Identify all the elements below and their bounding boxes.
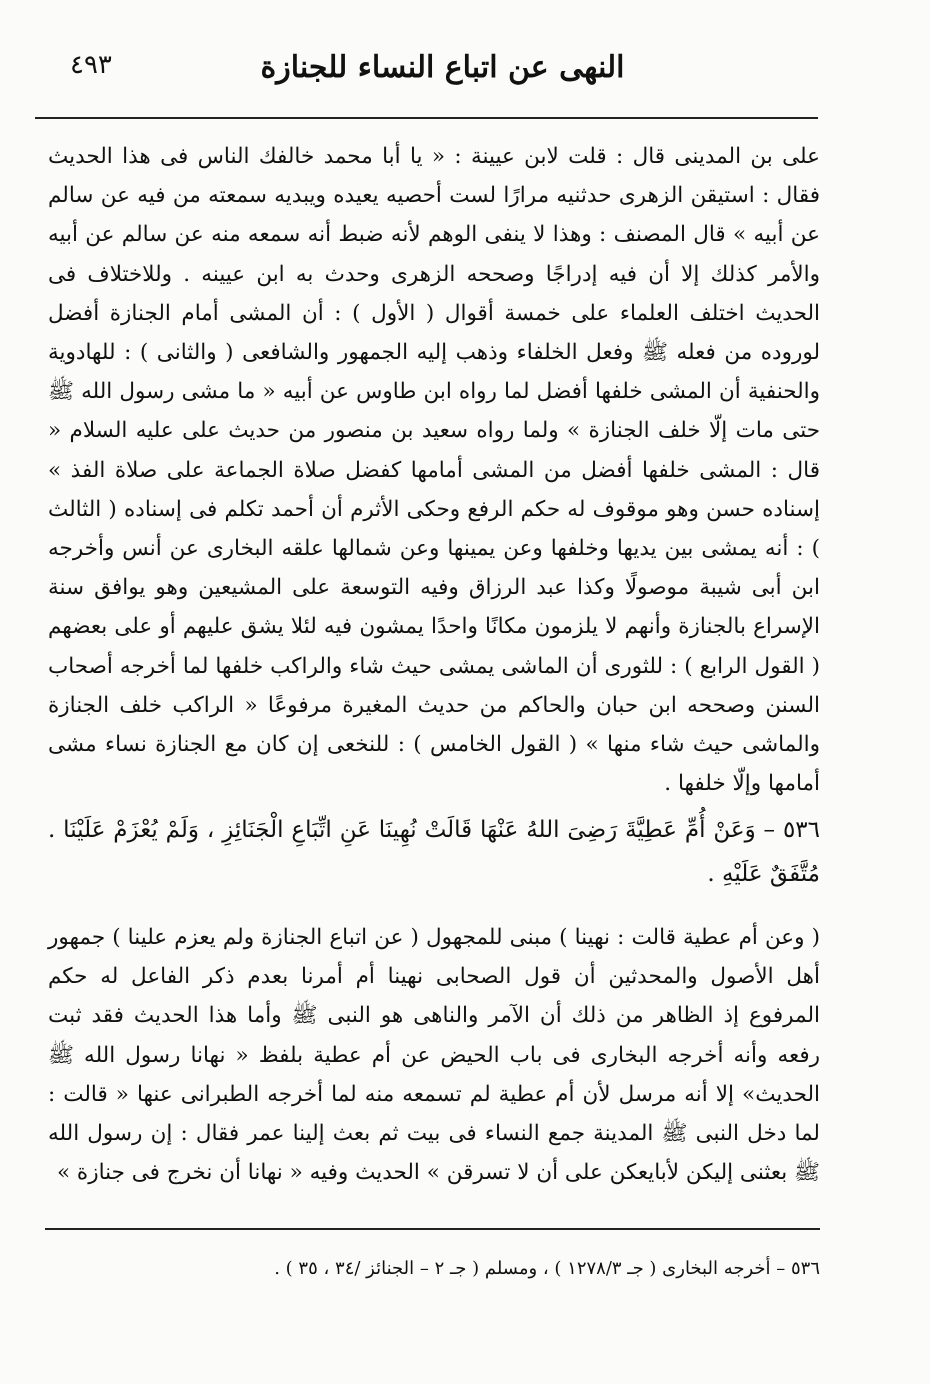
commentary-paragraph-2: ( وعن أم عطية قالت : نهينا ) مبنى للمجهول ( عن اتباع الجنازة ولم يعزم علينا ) جمهور أهل الأصول والمحدثين أن قول الصحابى نهينا أم أمرنا بعدم ذكر الفاعل له حكم المرفوع إذ الظاهر من ذلك أن الآمر والناهى هو النبى ﷺ وأما هذا الحديث فقد ثبت رفعه وأنه أخرجه البخارى فى باب الحيض عن أم عطية بلفظ « نهانا رسول الله ﷺ الحديث» إلا أنه مرسل لأن أم عطية لم تسمعه منه لما أخرجه الطبرانى عنها « قالت : لما دخل النبى ﷺ المدينة جمع النساء فى بيت ثم بعث إلينا عمر فقال : إن رسول الله ﷺ بعثنى إليكن لأبايعكن على أن لا تسرقن » الحديث وفيه « نهانا أن نخرج فى جنازة » — [48, 925, 820, 1186]
page-title: النهى عن اتباع النساء للجنازة — [260, 50, 625, 85]
footnote-rule — [45, 1228, 820, 1230]
footnote: ٥٣٦ – أخرجه البخارى ( جـ ١٢٧٨/٣ ) ، ومسلم ( جـ ٢ – الجنائز /٣٤ ، ٣٥ ) . — [274, 1258, 820, 1279]
hadith-text: ٥٣٦ – وَعَنْ أُمِّ عَطِيَّةَ رَضِىَ اللهُ عَنْهَا قَالَتْ نُهِينَا عَنِ اتِّبَاعِ الْجَنَائِزِ ، وَلَمْ يُعْزَمْ عَلَيْنَا . مُتَّفَقٌ عَلَيْهِ . — [48, 817, 820, 887]
commentary-paragraph-1: على بن المدينى قال : قلت لابن عيينة : « يا أبا محمد خالفك الناس فى هذا الحديث فقال : استيقن الزهرى حدثنيه مرارًا لست أحصيه يعيده ويبديه سمعته من فيه عن سالم عن أبيه » قال المصنف : وهذا لا ينفى الوهم لأنه ضبط أنه سمعه منه عن سالم عن أبيه والأمر كذلك إلا أن فيه إدراجًا وصححه الزهرى وحدث به ابن عيينه . وللاختلاف فى الحديث اختلف العلماء على خمسة أقوال ( الأول ) : أن المشى أمام الجنازة أفضل لوروده من فعله ﷺ وفعل الخلفاء وذهب إليه الجمهور والشافعى ( والثانى ) : للهادوية والحنفية أن المشى خلفها أفضل لما رواه ابن طاوس عن أبيه « ما مشى رسول الله ﷺ حتى مات إلّا خلف الجنازة » ولما رواه سعيد بن منصور من حديث على عليه السلام « قال : المشى خلفها أفضل من المشى أمامها كفضل صلاة الجماعة على صلاة الفذ » إسناده حسن وهو موقوف له حكم الرفع وحكى الأثرم أن أحمد تكلم فى إسناده ( الثالث ) : أنه يمشى بين يديها وخلفها وعن يمينها وعن شمالها علقه البخارى عن أنس وأخرجه ابن أبى شيبة موصولًا وكذا عبد الرزاق وفيه التوسعة على المشيعين وهو يوافق سنة الإسراع بالجنازة وأنهم لا يلزمون مكانًا واحدًا يمشون فيه لئلا يشق عليهم أو على بعضهم ( القول الرابع ) : للثورى أن الماشى يمشى حيث شاء والراكب خلفها لما أخرجه أصحاب السنن وصححه ابن حبان والحاكم من حديث المغيرة مرفوعًا « الراكب خلف الجنازة والماشى حيث شاء منها » ( القول الخامس ) : للنخعى إن كان مع الجنازة نساء مشى أمامها وإلّا خلفها . — [48, 144, 821, 797]
page-number: ٤٩٣ — [70, 50, 112, 80]
header-rule — [35, 117, 818, 119]
page-header — [70, 50, 815, 100]
